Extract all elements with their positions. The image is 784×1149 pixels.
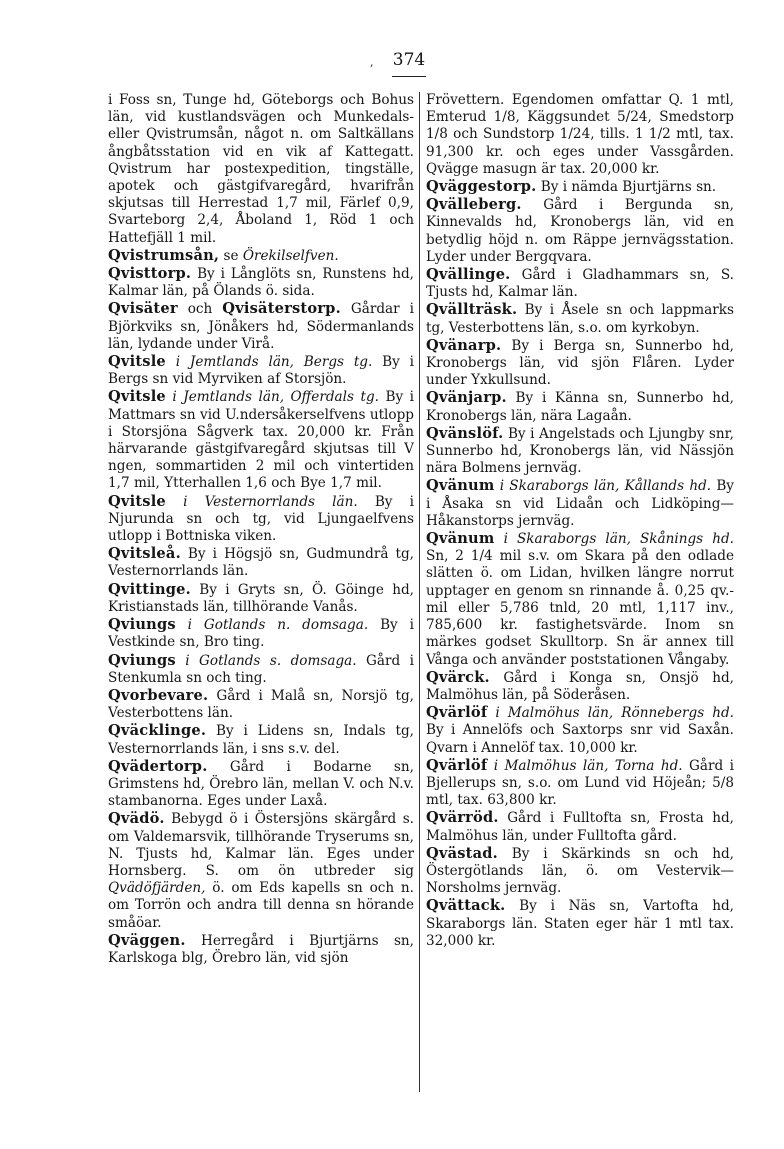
location-italic: i Vesternorrlands län. [165, 493, 358, 510]
entry [108, 652, 414, 687]
headword: Qvärlöf [426, 704, 488, 722]
entry-text: Gård i Bergunda sn, Kinnevalds hd, Kronobergs län, vid en betydlig höjd n. om Räppe jernvägsstation. Lyder under Bergqvara. [426, 197, 734, 265]
left-column [108, 92, 414, 1112]
entry [426, 178, 734, 196]
entry-text: Frövettern. Egendomen omfattar Q. 1 mtl, Emterud 1/8, Käggsundet 5/24, Smedstorp 1/8 och Sundstorp 1/24, tills. 1 1/2 mtl, tax. 91,300 kr. och eges under Vassgården. Qvägge masugn är tax. 20,000 kr. [426, 92, 734, 177]
entry [426, 196, 734, 266]
entry [108, 581, 414, 616]
entry [108, 300, 414, 353]
entry-text: By i Långlöts sn, Runstens hd, Kalmar län, på Ölands ö. sida. [108, 266, 414, 300]
headword: Qväggestorp. [426, 178, 537, 196]
entry [426, 92, 734, 178]
entry-text: Gård i Malå sn, Norsjö tg, Vesterbottens län. [108, 687, 414, 722]
entry [108, 722, 414, 757]
entry-text: By i Gryts sn, Ö. Göinge hd, Kristianstads län, tillhörande Vanås. [108, 581, 414, 615]
headword: Qvitsle [108, 353, 166, 371]
entry-text: Gård i Gladhammars sn, S. Tjusts hd, Kalmar län. [426, 267, 734, 301]
entry-text: Gård i Konga sn, Onsjö hd, Malmöhus län, på Söderåsen. [426, 669, 734, 703]
headword: Qvisäter [108, 300, 178, 318]
headword: Qvänslöf. [426, 424, 504, 442]
headword: Qvistrumsån, [108, 246, 220, 264]
entry-text: Herregård i Bjurtjärns sn, Karlskoga blg, Örebro län, vid sjön [108, 932, 414, 966]
headword: Qvättack. [426, 897, 506, 915]
entry-text: By i Annelöfs och Saxtorps snr vid Saxån. Qvarn i Annelöf tax. 10,000 kr. [426, 722, 734, 756]
entry-text: By i Lidens sn, Indals tg, Vesternorrlands län, i sns s.v. del. [108, 723, 414, 757]
location-italic: i Skaraborgs län, Skånings hd. [494, 531, 734, 548]
headword: Qvitsleå. [108, 545, 181, 563]
headword: Qväggen. [108, 931, 186, 949]
location-italic: i Malmöhus län, Rönnebergs hd. [487, 705, 734, 722]
entry-text: By i Skärkinds sn och hd, Östergötlands län, ö. om Vestervik—Norsholms jernväg. [426, 845, 734, 897]
headword: Qvänjarp. [426, 389, 507, 407]
entry-text: By i nämda Bjurtjärns sn. [536, 179, 717, 196]
headword: Qvällträsk. [426, 301, 518, 319]
entry-text: Gård i Fulltofta sn, Frosta hd, Malmöhus län, under Fulltofta gård. [426, 810, 734, 844]
page-number-rule [392, 76, 426, 77]
headword: Qvärck. [426, 668, 490, 686]
entry [426, 266, 734, 301]
entry-text: By i Mattmars sn vid U.ndersåkerselfvens utlopp i Storsjöna Sågverk tax. 20,000 kr. Från härvarande gästgifvaregård skjutsas till V ngen, sommartiden 2 mil och vintertiden 1,7 mil, Ytterhallen 1,6 och Bye 1,7 mil. [108, 389, 414, 492]
entry [426, 301, 734, 336]
location-italic: i Jemtlands län, Bergs tg. [165, 354, 373, 371]
location-italic: i Gotlands s. domsaga. [175, 652, 357, 669]
entry [426, 897, 734, 950]
entry [108, 932, 414, 967]
entry-text: By i Njurunda sn och tg, vid Ljungaelfvens utlopp i Bottniska viken. [108, 493, 414, 545]
headword: Qvärlöf [426, 756, 488, 774]
entry-text: ö. om Eds kapells sn och n. om Torrön och andra till denna sn hörande småöar. [108, 880, 414, 931]
headword: Qvisäterstorp. [222, 300, 341, 318]
connector-text: se [219, 247, 243, 264]
entry-text: Gård i Bodarne sn, Grimstens hd, Örebro län, mellan V. och N.v. stambanorna. Eges under Laxå. [108, 758, 414, 810]
headword: Qviungs [108, 616, 176, 634]
entry [108, 265, 414, 300]
headword: Qvädö. [108, 810, 165, 828]
column-divider [419, 92, 420, 1092]
entry-text: Gård i Bjellerups sn, s.o. om Lund vid Höjeån; 5/8 mtl, tax. 63,800 kr. [426, 757, 734, 809]
entry [426, 757, 734, 810]
entry [426, 530, 734, 669]
entry-text: Bebygd ö i Östersjöns skärgård s. om Valdemarsvik, tillhörande Tryserums sn, N. Tjusts hd, Kalmar län. Eges under Hornsberg. S. om ön utbreder sig [108, 811, 414, 879]
entry-text: By i Högsjö sn, Gudmundrå tg, Vesternorrlands län. [108, 546, 414, 580]
headword: Qvänum [426, 477, 495, 495]
location-italic: i Jemtlands län, Offerdals tg. [165, 389, 379, 406]
entry [108, 758, 414, 811]
headword: Qvitsle [108, 492, 166, 510]
entry [108, 247, 414, 265]
entry [426, 337, 734, 390]
entry [108, 388, 414, 492]
headword: Qvittinge. [108, 580, 191, 598]
headword: Qvärröd. [426, 809, 499, 827]
entry [108, 353, 414, 388]
entry-text: By i Åsele sn och lappmarks tg, Vesterbottens län, s.o. om kyrkobyn. [426, 302, 734, 336]
entry [426, 809, 734, 844]
entry-text: By i Känna sn, Sunnerbo hd, Kronobergs län, nära Lagaån. [426, 390, 734, 424]
headword: Qvänum [426, 530, 495, 548]
entry [108, 545, 414, 580]
headword: Qvorbevare. [108, 686, 209, 704]
entry [426, 704, 734, 757]
place-italic: Qvädöfjärden, [108, 880, 206, 897]
entry-text: Gårdar i Björkviks sn, Jönåkers hd, Södermanlands län, lydande under Virå. [108, 301, 414, 352]
page-number: 374 [392, 50, 426, 70]
entry [426, 477, 734, 530]
entry-text: By i Berga sn, Sunnerbo hd, Kronobergs län, vid sjön Flåren. Lyder under Yxkullsund. [426, 337, 734, 389]
entry-text: By i Åsaka sn vid Lidaån och Lidköping—Håkanstorps jernväg. [426, 478, 734, 529]
headword: Qviungs [108, 651, 176, 669]
headword: Qvitsle [108, 388, 166, 406]
location-italic: i Gotlands n. domsaga. [175, 617, 369, 634]
entry-text: By i Angelstads och Ljungby snr, Sunnerbo hd, Kronobergs län, vid Nässjön nära Bolmens jernväg. [426, 425, 734, 477]
right-column [426, 92, 734, 1112]
headword: Qvädertorp. [108, 757, 208, 775]
headword: Qvälleberg. [426, 196, 522, 214]
entry [108, 810, 414, 931]
entry [426, 845, 734, 898]
location-italic: i Malmöhus län, Torna hd. [487, 757, 683, 774]
entry-text: By i Vestkinde sn, Bro ting. [108, 617, 414, 651]
entry [108, 616, 414, 651]
entry-text: By i Näs sn, Vartofta hd, Skaraborgs län. Staten eger här 1 mtl tax. 32,000 kr. [426, 898, 734, 949]
headword: Qvisttorp. [108, 265, 192, 283]
headword: Qvällinge. [426, 266, 511, 284]
entry [426, 669, 734, 704]
entry-text: Sn, 2 1/4 mil s.v. om Skara på den odlade slätten ö. om Lidan, hvilken längre norrut upptager en genom sn rinnande å. 0,25 qv.-mil eller 5,786 tnld, 20 mtl, 1,117 inv., 785,600 kr. fastighetsvärde. Inom sn märkes godset Skulltorp. Sn är annex till Vånga och använder poststationen Vångaby. [426, 548, 734, 668]
headword: Qväcklinge. [108, 722, 207, 740]
corner-mark: , [370, 56, 374, 69]
connector-text: och [177, 301, 223, 318]
entry [108, 92, 414, 247]
entry [426, 389, 734, 424]
headword: Qvänarp. [426, 336, 502, 354]
location-italic: i Skaraborgs län, Kållands hd. [494, 478, 712, 495]
entry-text: By i Bergs sn vid Myrviken af Storsjön. [108, 354, 414, 388]
entry [108, 687, 414, 722]
headword: Qvästad. [426, 844, 498, 862]
entry [108, 493, 414, 546]
entry-text: i Foss sn, Tunge hd, Göteborgs och Bohus län, vid kustlandsvägen och Munkedals- eller Qvistrumsån, något n. om Saltkällans ångbåtsstation vid en vik af Kattegatt. Qvistrum har postexpedition, tingställe, apotek och gästgifvaregård, hvarifrån skjutsas till Herrestad 1,7 mil, Färlef 0,9, Svarteborg 2,4, Åboland 1, Röd 1 och Hattefjäll 1 mil. [108, 92, 414, 246]
entry-text: Gård i Stenkumla sn och ting. [108, 652, 414, 686]
entry [426, 425, 734, 478]
location-italic: Örekilselfven. [242, 247, 339, 264]
